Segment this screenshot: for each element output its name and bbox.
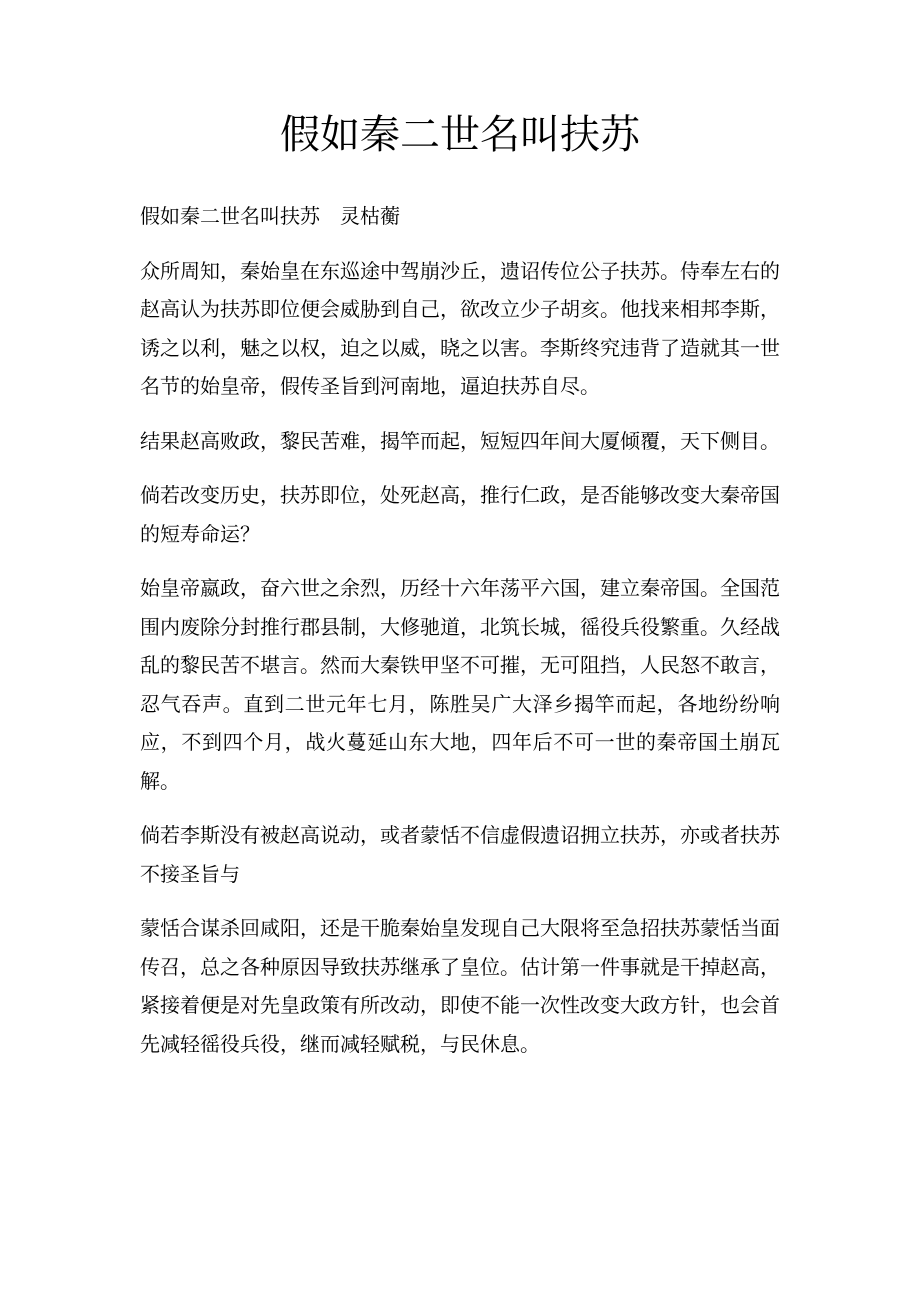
paragraph: 始皇帝嬴政，奋六世之余烈，历经十六年荡平六国，建立秦帝国。全国范围内废除分封推行郡县制，大修驰道，北筑长城，徭役兵役繁重。久经战乱的黎民苦不堪言。然而大秦铁甲坚不可摧，无可阻挡，人民怒不敢言，忍气吞声。直到二世元年七月，陈胜吴广大泽乡揭竿而起，各地纷纷响应，不到四个月，战火蔓延山东大地，四年后不可一世的秦帝国土崩瓦解。 <box>140 576 780 793</box>
paragraph: 倘若改变历史，扶苏即位，处死赵高，推行仁政，是否能够改变大秦帝国的短寿命运？ <box>140 483 780 546</box>
document-title: 假如秦二世名叫扶苏 <box>280 112 640 158</box>
paragraph: 众所周知，秦始皇在东巡途中驾崩沙丘，遗诏传位公子扶苏。侍奉左右的赵高认为扶苏即位便会威胁到自己，欲改立少子胡亥。他找来相邦李斯，诱之以利，魅之以权，迫之以威，晓之以害。李斯终究违背了造就其一世名节的始皇帝，假传圣旨到河南地，逼迫扶苏自尽。 <box>140 258 780 398</box>
byline: 假如秦二世名叫扶苏 灵枯蘅 <box>140 204 400 228</box>
paragraph: 蒙恬合谋杀回咸阳，还是干脆秦始皇发现自己大限将至急招扶苏蒙恬当面传召，总之各种原因导致扶苏继承了皇位。估计第一件事就是干掉赵高，紧接着便是对先皇政策有所改动，即使不能一次性改变大政方针，也会首先减轻徭役兵役，继而减轻赋税，与民休息。 <box>140 916 780 1056</box>
document-body <box>140 197 780 1079</box>
paragraph: 结果赵高败政，黎民苦难，揭竿而起，短短四年间大厦倾覆，天下侧目。 <box>140 428 780 453</box>
paragraph: 倘若李斯没有被赵高说动，或者蒙恬不信虚假遗诏拥立扶苏，亦或者扶苏不接圣旨与 <box>140 823 780 886</box>
